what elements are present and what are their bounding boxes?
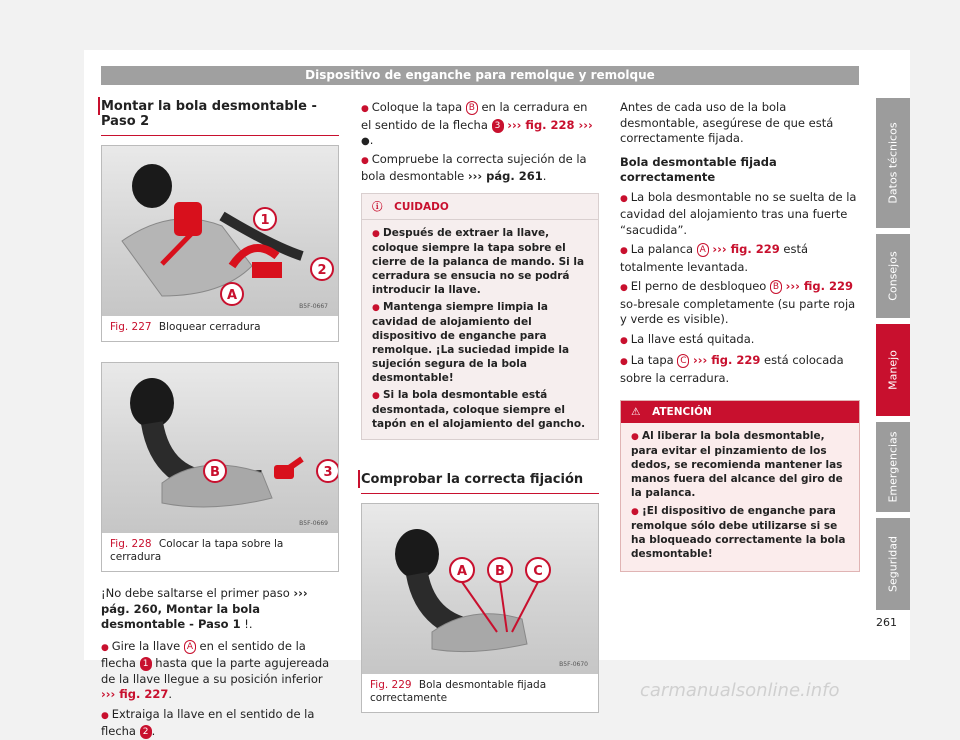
watermark: carmanualsonline.info bbox=[640, 680, 840, 701]
figure-code: B5F-0667 bbox=[299, 303, 328, 310]
link-pag-261[interactable]: ››› pág. 261 bbox=[467, 169, 543, 183]
warning-triangle-icon: ⚠ bbox=[631, 406, 641, 418]
page-number: 261 bbox=[876, 616, 897, 629]
warning-item: ● ¡El dispositivo de enganche para remolque sólo debe utilizarse si se ha bloqueado correctamente la bola desmontable! bbox=[631, 504, 849, 561]
column-3 bbox=[620, 100, 860, 572]
callout-1: 1 bbox=[260, 213, 270, 228]
tab-manejo[interactable]: Manejo bbox=[876, 324, 910, 416]
link-fig-229[interactable]: ››› fig. 229 bbox=[785, 279, 854, 293]
side-tabs bbox=[876, 98, 910, 616]
bullet-extract-key: ● Extraiga la llave en el sentido de la flecha 2 . bbox=[101, 707, 339, 740]
warning-triangle-icon: ● bbox=[361, 136, 370, 147]
tab-seguridad[interactable]: Seguridad bbox=[876, 518, 910, 610]
figure-228-caption: Fig. 228 Colocar la tapa sobre la cerradura bbox=[110, 538, 284, 563]
bullet-place-cap: ● Coloque la tapa B en la cerradura en el sentido de la flecha 3 ››› fig. 228 ››› ●. bbox=[361, 100, 599, 150]
col1-text bbox=[101, 586, 339, 740]
callout-3: 3 bbox=[323, 465, 333, 480]
bullet-turn-key: ● Gire la llave A en el sentido de la flecha 1 hasta que la parte agujereada de la llave llegue a su posición inferior ››› fig. 227. bbox=[101, 639, 339, 703]
link-fig-228[interactable]: ››› fig. 228 ››› bbox=[507, 117, 593, 132]
intro-paragraph: Antes de cada uso de la bola desmontable, asegúrese de que está correctamente fijada. bbox=[620, 100, 834, 145]
badge-B: B bbox=[466, 101, 478, 115]
tab-emergencias[interactable]: Emergencias bbox=[876, 422, 910, 512]
caution-header: ⓘ CUIDADO bbox=[362, 194, 598, 220]
link-fig-229[interactable]: ››› fig. 229 bbox=[693, 353, 761, 367]
warning-header: ⚠ ATENCIÓN bbox=[621, 401, 859, 423]
figure-229-caption: Fig. 229 Bola desmontable fijada correctamente bbox=[370, 678, 547, 704]
badge-3: 3 bbox=[492, 119, 504, 133]
link-fig-227[interactable]: ››› fig. 227 bbox=[101, 687, 169, 701]
warning-box bbox=[620, 400, 860, 572]
badge-B: B bbox=[770, 280, 782, 294]
callout-B: B bbox=[495, 563, 505, 579]
figure-228-image bbox=[102, 363, 338, 533]
tab-datos-tecnicos[interactable]: Datos técnicos bbox=[876, 98, 910, 228]
caution-item: ● Si la bola desmontable está desmontada, coloque siempre el tapón en el alojamiento del gancho. bbox=[372, 388, 588, 431]
paragraph-warning-step1: ¡No debe saltarse el primer paso ››› pág. 260, Montar la bola desmontable - Paso 1 !. bbox=[101, 586, 308, 631]
subheading: Bola desmontable fijada correctamente bbox=[620, 154, 777, 184]
warning-item: ● Al liberar la bola desmontable, para evitar el pinzamiento de los dedos, se recomienda mantener las manos fuera del alcance del giro de la palanca. bbox=[631, 429, 849, 500]
link-fig-229[interactable]: ››› fig. 229 bbox=[712, 242, 780, 256]
callout-B: B bbox=[210, 465, 220, 480]
caution-box bbox=[361, 193, 599, 440]
badge-A: A bbox=[184, 640, 196, 654]
figure-code: B5F-0669 bbox=[299, 520, 328, 527]
badge-A: A bbox=[697, 243, 709, 257]
check-item-lever: ● La palanca A ››› fig. 229 está totalmente levantada. bbox=[620, 242, 860, 275]
badge-2: 2 bbox=[140, 725, 152, 739]
badge-1: 1 bbox=[140, 657, 152, 671]
figure-227-caption: Fig. 227 Bloquear cerradura bbox=[110, 321, 261, 333]
figure-228 bbox=[101, 362, 339, 572]
figure-227-image bbox=[102, 146, 338, 316]
column-2 bbox=[361, 100, 599, 713]
section-title-check: Comprobar la correcta fijación bbox=[361, 468, 599, 494]
info-circle-icon: ⓘ bbox=[372, 200, 383, 213]
badge-C: C bbox=[677, 354, 689, 368]
callout-2: 2 bbox=[317, 263, 327, 278]
link-pag-260[interactable]: ››› pág. 260, Montar la bola desmontable - Paso 1 bbox=[101, 586, 308, 631]
callout-A: A bbox=[226, 288, 238, 303]
figure-code: B5F-0670 bbox=[559, 660, 588, 668]
check-item-cap: ● La tapa C ››› fig. 229 está colocada sobre la cerradura. bbox=[620, 353, 860, 386]
figure-229 bbox=[361, 503, 599, 713]
check-item-key: ● La llave está quitada. bbox=[620, 332, 860, 350]
callout-C: C bbox=[533, 563, 543, 579]
caution-item: ● Mantenga siempre limpia la cavidad de alojamiento del dispositivo de enganche para remolque. ¡La suciedad impide la sujeción segura de la bola desmontable! bbox=[372, 300, 588, 385]
section-title-paso2: Montar la bola desmontable - Paso 2 bbox=[101, 95, 339, 136]
figure-227 bbox=[101, 145, 339, 342]
warning-body bbox=[621, 423, 859, 571]
column-1 bbox=[101, 95, 339, 740]
chapter-header: Dispositivo de enganche para remolque y remolque bbox=[101, 66, 859, 85]
tab-consejos[interactable]: Consejos bbox=[876, 234, 910, 318]
check-item-release-pin: ● El perno de desbloqueo B ››› fig. 229 so-bresale completamente (su parte roja y verde es visible). bbox=[620, 279, 860, 328]
figure-229-image bbox=[362, 504, 598, 674]
check-item: ● La bola desmontable no se suelta de la cavidad del alojamiento tras una fuerte “sacudida”. bbox=[620, 190, 860, 239]
caution-item: ● Después de extraer la llave, coloque siempre la tapa sobre el cierre de la palanca de mando. Si la cerradura se ensucia no se podrá introducir la llave. bbox=[372, 226, 588, 297]
bullet-check-fixing: ● Compruebe la correcta sujeción de la bola desmontable ››› pág. 261. bbox=[361, 152, 599, 185]
caution-body bbox=[362, 220, 598, 439]
callout-A: A bbox=[456, 563, 468, 579]
